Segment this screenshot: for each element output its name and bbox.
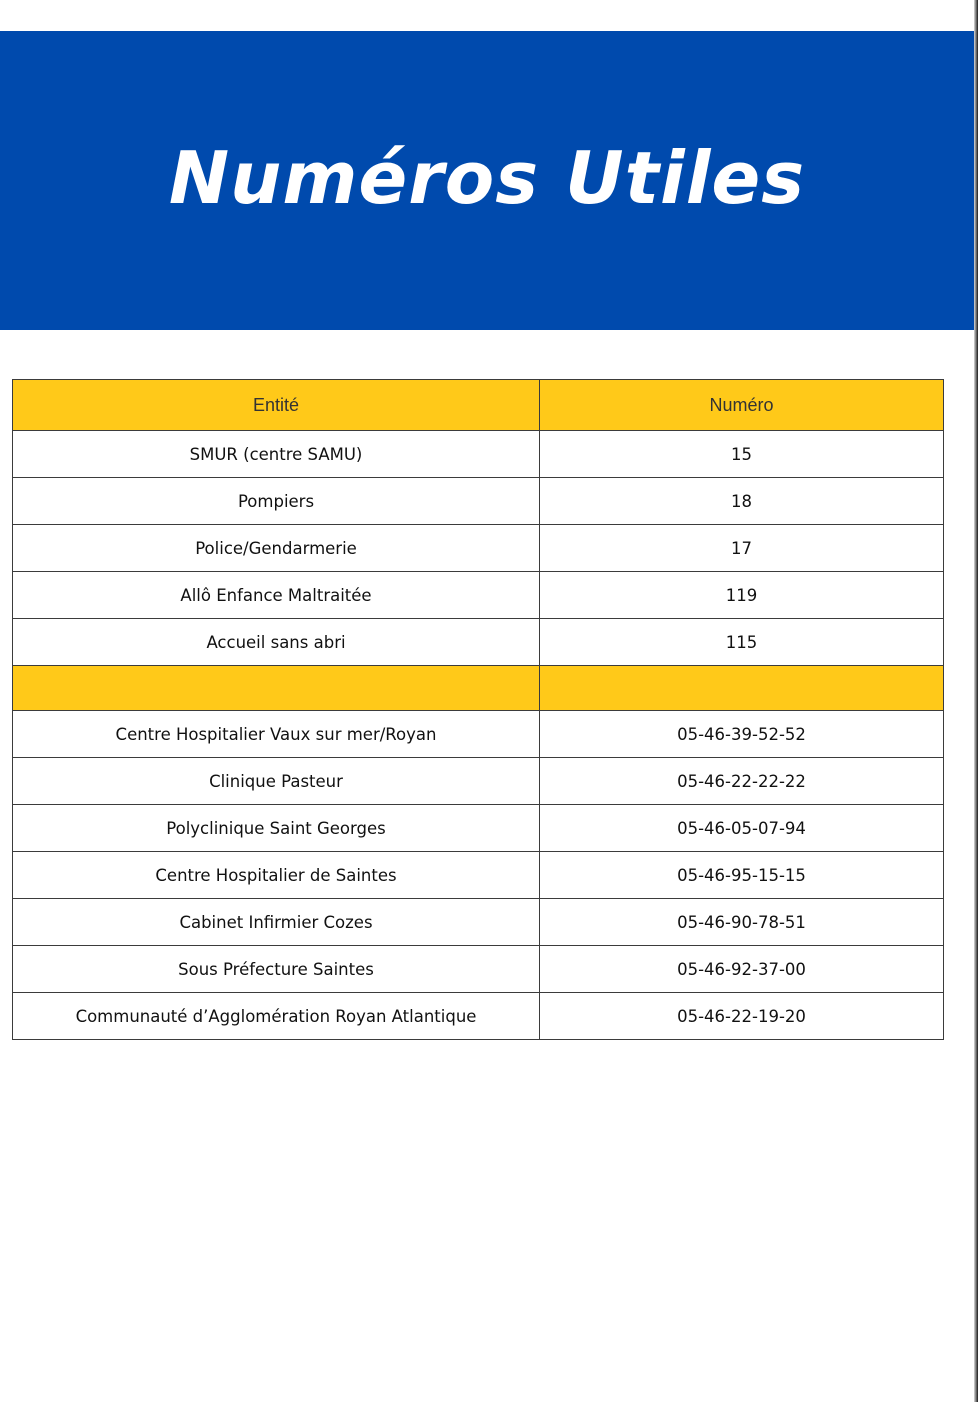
number-cell: 05-46-22-19-20: [540, 993, 944, 1040]
table-row: [13, 431, 944, 478]
entity-cell: Accueil sans abri: [13, 619, 540, 666]
entity-cell: Clinique Pasteur: [13, 758, 540, 805]
separator-row: [13, 666, 944, 711]
number-cell: 15: [540, 431, 944, 478]
entity-cell: Police/Gendarmerie: [13, 525, 540, 572]
table-row: [13, 899, 944, 946]
number-cell: 05-46-90-78-51: [540, 899, 944, 946]
number-cell: 05-46-22-22-22: [540, 758, 944, 805]
entity-cell: Allô Enfance Maltraitée: [13, 572, 540, 619]
entity-cell: Centre Hospitalier Vaux sur mer/Royan: [13, 711, 540, 758]
number-cell: 05-46-92-37-00: [540, 946, 944, 993]
number-cell: 18: [540, 478, 944, 525]
table-row: [13, 572, 944, 619]
number-cell: 05-46-95-15-15: [540, 852, 944, 899]
number-cell: 05-46-39-52-52: [540, 711, 944, 758]
entity-cell: SMUR (centre SAMU): [13, 431, 540, 478]
entity-cell: Pompiers: [13, 478, 540, 525]
table-row: [13, 525, 944, 572]
table-row: [13, 805, 944, 852]
page-title: Numéros Utiles: [168, 135, 806, 220]
table-row: [13, 619, 944, 666]
entity-cell: Sous Préfecture Saintes: [13, 946, 540, 993]
entity-cell: Polyclinique Saint Georges: [13, 805, 540, 852]
number-cell: 17: [540, 525, 944, 572]
column-header-number: Numéro: [540, 380, 944, 431]
separator-cell: [540, 666, 944, 711]
number-cell: 119: [540, 572, 944, 619]
table-row: [13, 478, 944, 525]
table-row: [13, 993, 944, 1040]
entity-cell: Centre Hospitalier de Saintes: [13, 852, 540, 899]
table-row: [13, 852, 944, 899]
useful-numbers-table: [12, 379, 944, 1040]
table-row: [13, 946, 944, 993]
title-banner: [0, 31, 974, 330]
column-header-entity: Entité: [13, 380, 540, 431]
number-cell: 115: [540, 619, 944, 666]
number-cell: 05-46-05-07-94: [540, 805, 944, 852]
table-row: [13, 711, 944, 758]
separator-cell: [13, 666, 540, 711]
table-row: [13, 758, 944, 805]
page-edge-shadow: [974, 0, 978, 1402]
entity-cell: Communauté d’Agglomération Royan Atlantique: [13, 993, 540, 1040]
entity-cell: Cabinet Infirmier Cozes: [13, 899, 540, 946]
table-header-row: [13, 380, 944, 431]
